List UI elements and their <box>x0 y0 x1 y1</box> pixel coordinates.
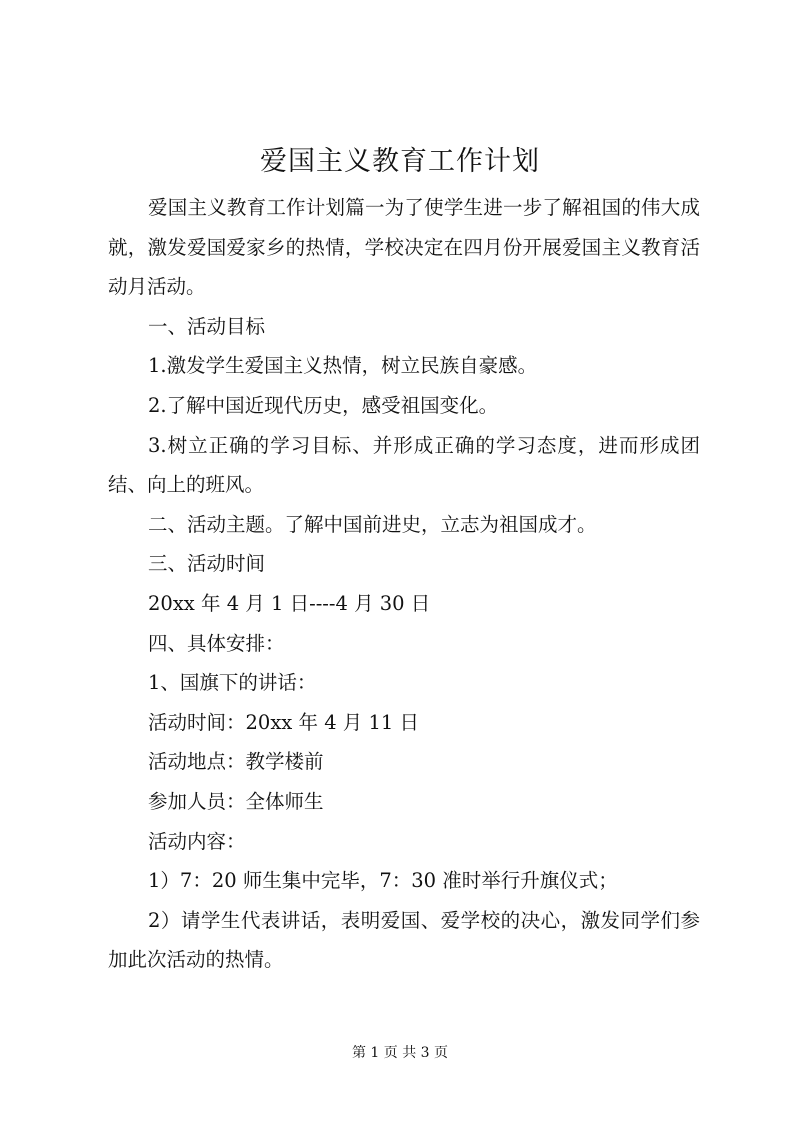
document-body <box>108 188 700 980</box>
arrangement-item-1: 1、国旗下的讲话： <box>148 671 317 695</box>
activity-time: 活动时间：20xx 年 4 月 11 日 <box>148 710 420 734</box>
heading-time: 三、活动时间 <box>148 552 266 576</box>
time-range: 20xx 年 4 月 1 日----4 月 30 日 <box>148 591 431 615</box>
goal-item-1: 1.激发学生爱国主义热情，树立民族自豪感。 <box>148 354 538 378</box>
goal-item-3: 3.树立正确的学习目标、并形成正确的学习态度，进而形成团结、向上的班风。 <box>108 433 700 497</box>
heading-theme: 二、活动主题。了解中国前进史，立志为祖国成才。 <box>148 512 597 536</box>
activity-content-label: 活动内容： <box>148 829 246 853</box>
participants: 参加人员：全体师生 <box>148 789 324 813</box>
activity-location: 活动地点：教学楼前 <box>148 750 324 774</box>
content-step-1: 1）7：20 师生集中完毕，7：30 准时举行升旗仪式； <box>148 869 618 893</box>
heading-arrangement: 四、具体安排： <box>148 631 285 655</box>
document-title: 爱国主义教育工作计划 <box>260 146 540 177</box>
paragraph-intro: 爱国主义教育工作计划篇一为了使学生进一步了解祖国的伟大成就，激发爱国爱家乡的热情，学校决定在四月份开展爱国主义教育活动月活动。 <box>108 196 700 299</box>
heading-goals: 一、活动目标 <box>148 314 266 338</box>
page-footer: 第 1 页 共 3 页 <box>351 1045 449 1061</box>
content-step-2: 2）请学生代表讲话，表明爱国、爱学校的决心，激发同学们参加此次活动的热情。 <box>108 908 700 972</box>
goal-item-2: 2.了解中国近现代历史，感受祖国变化。 <box>148 393 499 417</box>
